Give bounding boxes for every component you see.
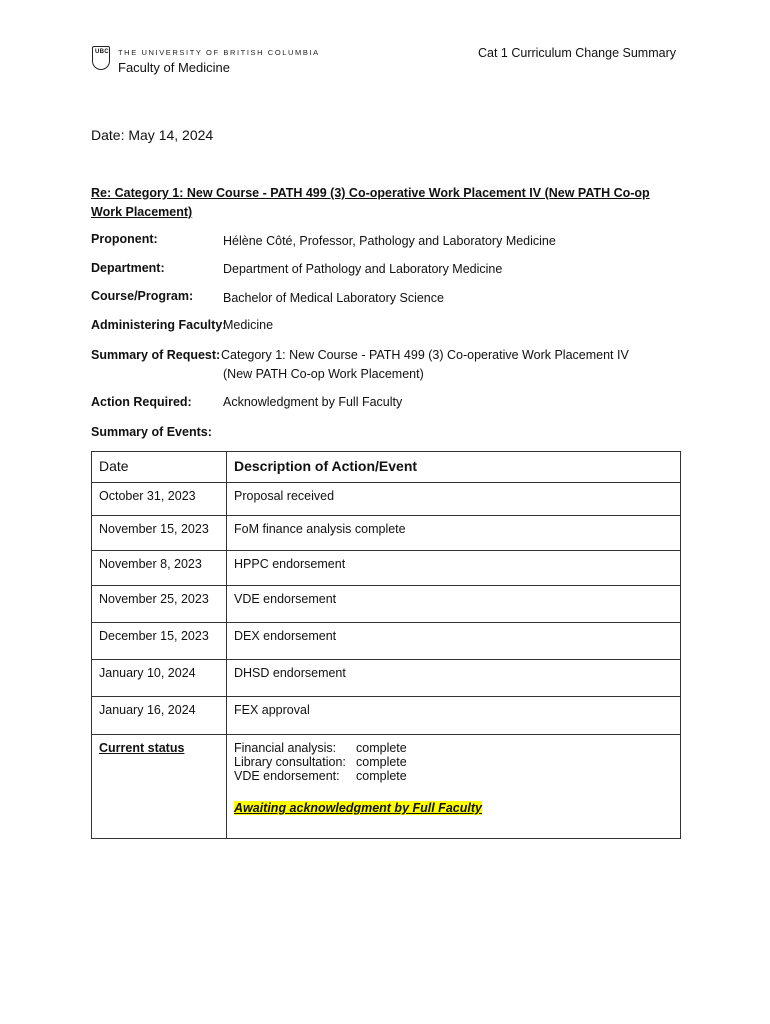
status-item: VDE endorsement: complete — [234, 769, 407, 783]
ubc-crest-logo: UBC — [92, 46, 110, 70]
administering-label: Administering Faculty: — [91, 318, 227, 332]
events-table — [91, 451, 681, 839]
course-value: Bachelor of Medical Laboratory Science — [223, 291, 444, 305]
table-row — [92, 697, 681, 735]
action-label: Action Required: — [91, 395, 192, 409]
administering-value: Medicine — [223, 318, 274, 332]
table-row — [92, 551, 681, 586]
action-value: Acknowledgment by Full Faculty — [223, 395, 403, 409]
row-date: January 10, 2024 — [92, 660, 227, 697]
university-name: THE UNIVERSITY OF BRITISH COLUMBIA — [118, 48, 320, 57]
row-date: November 15, 2023 — [92, 516, 227, 551]
table-header-row — [92, 452, 681, 483]
row-date: November 8, 2023 — [92, 551, 227, 586]
awaiting-highlight: Awaiting acknowledgment by Full Faculty — [234, 801, 482, 815]
row-date: October 31, 2023 — [92, 483, 227, 516]
department-label: Department: — [91, 261, 165, 275]
col-description-header: Description of Action/Event — [227, 452, 681, 483]
row-date: December 15, 2023 — [92, 623, 227, 660]
current-status-label: Current status — [92, 735, 227, 839]
document-type: Cat 1 Curriculum Change Summary — [478, 46, 676, 60]
re-line: Re: Category 1: New Course - PATH 499 (3) Co-operative Work Placement IV (New PATH Co-op Work Placement) — [91, 186, 650, 219]
row-description: FoM finance analysis complete — [227, 516, 681, 551]
row-description: VDE endorsement — [227, 586, 681, 623]
events-label: Summary of Events: — [91, 425, 212, 439]
status-item: Library consultation: complete — [234, 755, 407, 769]
summary-line-1: Category 1: New Course - PATH 499 (3) Co-operative Work Placement IV — [221, 348, 629, 362]
department-value: Department of Pathology and Laboratory Medicine — [223, 262, 503, 276]
col-date-header: Date — [92, 452, 227, 483]
row-description: Proposal received — [227, 483, 681, 516]
row-date: January 16, 2024 — [92, 697, 227, 735]
row-date: November 25, 2023 — [92, 586, 227, 623]
proponent-label: Proponent: — [91, 232, 158, 246]
table-row — [92, 516, 681, 551]
status-row — [92, 735, 681, 839]
date-line: Date: May 14, 2024 — [91, 127, 214, 143]
proponent-value: Hélène Côté, Professor, Pathology and Laboratory Medicine — [223, 234, 556, 248]
row-description: DEX endorsement — [227, 623, 681, 660]
status-item: Financial analysis: complete — [234, 741, 407, 755]
row-description: FEX approval — [227, 697, 681, 735]
current-status-details — [227, 735, 681, 839]
faculty-name: Faculty of Medicine — [118, 60, 230, 75]
table-row — [92, 623, 681, 660]
course-label: Course/Program: — [91, 289, 194, 303]
row-description: HPPC endorsement — [227, 551, 681, 586]
table-row — [92, 660, 681, 697]
summary-line-2: (New PATH Co-op Work Placement) — [223, 367, 424, 381]
table-row — [92, 586, 681, 623]
row-description: DHSD endorsement — [227, 660, 681, 697]
summary-label: Summary of Request: — [91, 348, 221, 362]
table-row — [92, 483, 681, 516]
